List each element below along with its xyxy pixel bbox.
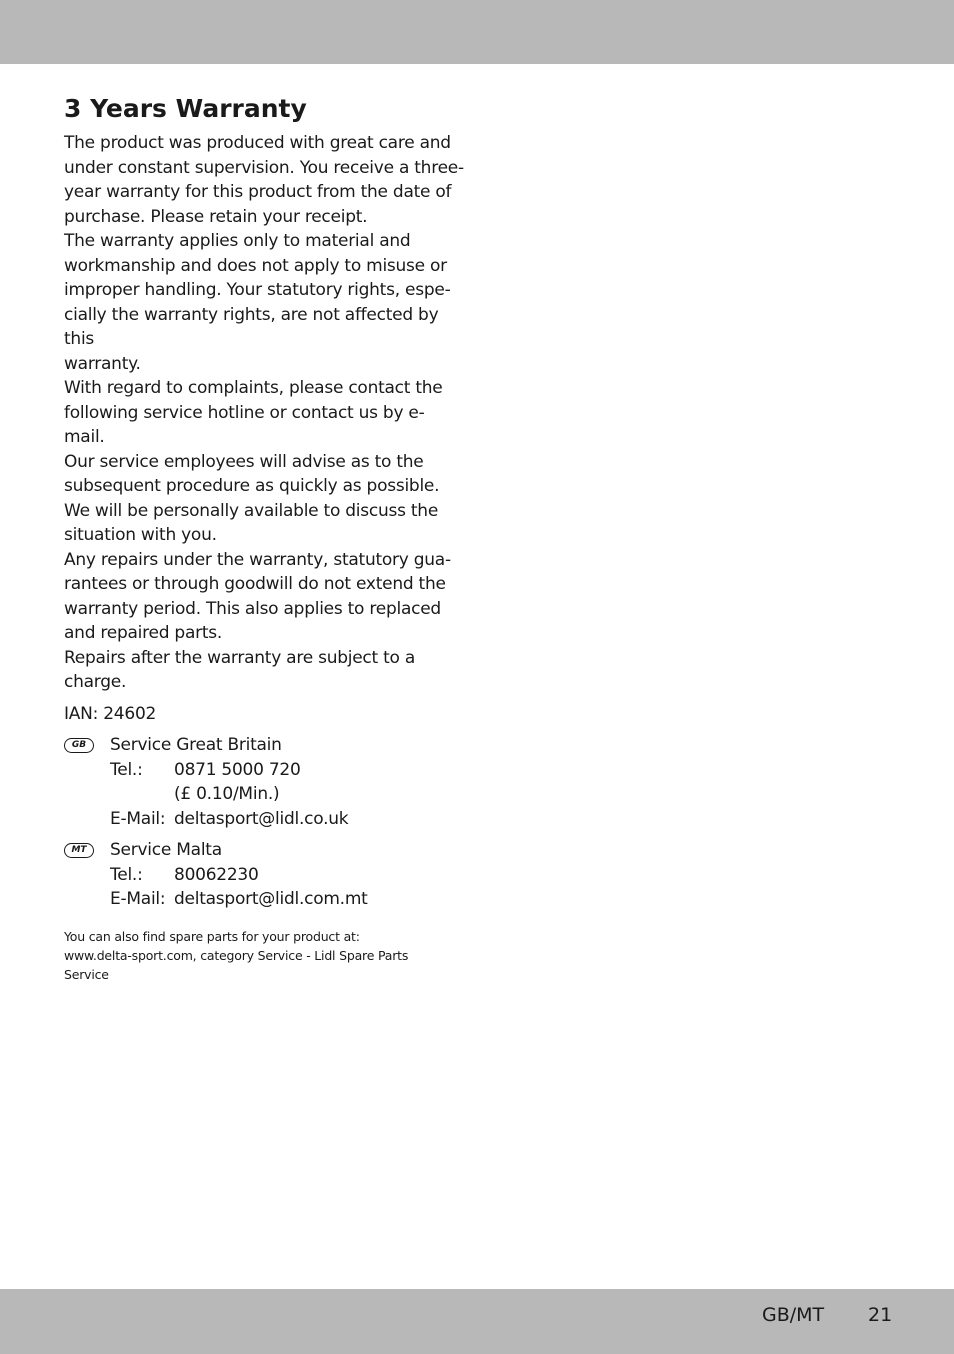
email-address: deltasport@lidl.co.uk <box>174 808 349 829</box>
service-great-britain <box>64 733 464 831</box>
tel-row <box>110 758 464 783</box>
header-band <box>0 0 954 64</box>
text-line: charge. <box>64 672 127 692</box>
paragraph-2 <box>64 229 464 376</box>
email-address: deltasport@lidl.com.mt <box>174 889 368 909</box>
note-line: Service <box>64 966 109 982</box>
text-line: rantees or through goodwill do not extend the <box>64 574 446 594</box>
spare-parts-note <box>64 927 464 984</box>
paragraph-4 <box>64 548 464 646</box>
email-row <box>110 887 464 912</box>
page-title: 3 Years Warranty <box>64 94 307 123</box>
service-name: Service Malta <box>110 840 222 860</box>
mt-country-badge: MT <box>64 843 94 858</box>
text-line: Any repairs under the warranty, statutory gua- <box>64 549 451 570</box>
text-line: year warranty for this product from the date of <box>64 182 452 202</box>
text-line: subsequent procedure as quickly as possible. <box>64 476 440 496</box>
warranty-text <box>64 131 464 695</box>
text-line: following service hotline or contact us by e-mail. <box>64 402 425 447</box>
email-label: E-Mail: <box>110 808 166 829</box>
text-line: improper handling. Your statutory rights, espe- <box>64 280 451 300</box>
text-line: Our service employees will advise as to the <box>64 451 424 472</box>
tel-row <box>110 863 464 888</box>
tel-number: 0871 5000 720 <box>174 759 301 780</box>
text-line: purchase. Please retain your receipt. <box>64 206 368 227</box>
tel-label: Tel.: <box>110 864 143 885</box>
text-line: With regard to complaints, please contact the <box>64 378 443 398</box>
footer-language-code: GB/MT <box>762 1304 825 1326</box>
email-row <box>110 807 464 832</box>
text-line: situation with you. <box>64 525 217 545</box>
tel-note-row <box>110 782 464 807</box>
ian-number: IAN: 24602 <box>64 703 157 724</box>
text-line: workmanship and does not apply to misuse or <box>64 255 447 276</box>
page-content <box>64 92 464 984</box>
text-line: The product was produced with great care and <box>64 133 451 153</box>
tel-rate-note: (£ 0.10/Min.) <box>174 784 280 804</box>
paragraph-3 <box>64 376 464 548</box>
note-line: You can also find spare parts for your product at: <box>64 928 360 944</box>
text-line: warranty. <box>64 353 141 374</box>
page-number: 21 <box>868 1304 893 1326</box>
paragraph-5 <box>64 646 464 695</box>
text-line: Repairs after the warranty are subject to a <box>64 647 415 668</box>
text-line: We will be personally available to discuss the <box>64 500 439 521</box>
note-line: www.delta-sport.com, category Service - Lidl Spare Parts <box>64 947 409 963</box>
service-malta <box>64 838 464 912</box>
paragraph-1 <box>64 131 464 229</box>
tel-number: 80062230 <box>174 864 259 885</box>
text-line: cially the warranty rights, are not affected by this <box>64 304 439 349</box>
service-name: Service Great Britain <box>110 735 282 755</box>
text-line: warranty period. This also applies to replaced <box>64 598 441 619</box>
text-line: and repaired parts. <box>64 623 223 643</box>
email-label: E-Mail: <box>110 889 166 909</box>
gb-country-badge: GB <box>64 738 94 753</box>
tel-label: Tel.: <box>110 759 143 780</box>
text-line: The warranty applies only to material and <box>64 231 411 251</box>
spacer <box>110 782 174 807</box>
text-line: under constant supervision. You receive a three- <box>64 157 464 178</box>
